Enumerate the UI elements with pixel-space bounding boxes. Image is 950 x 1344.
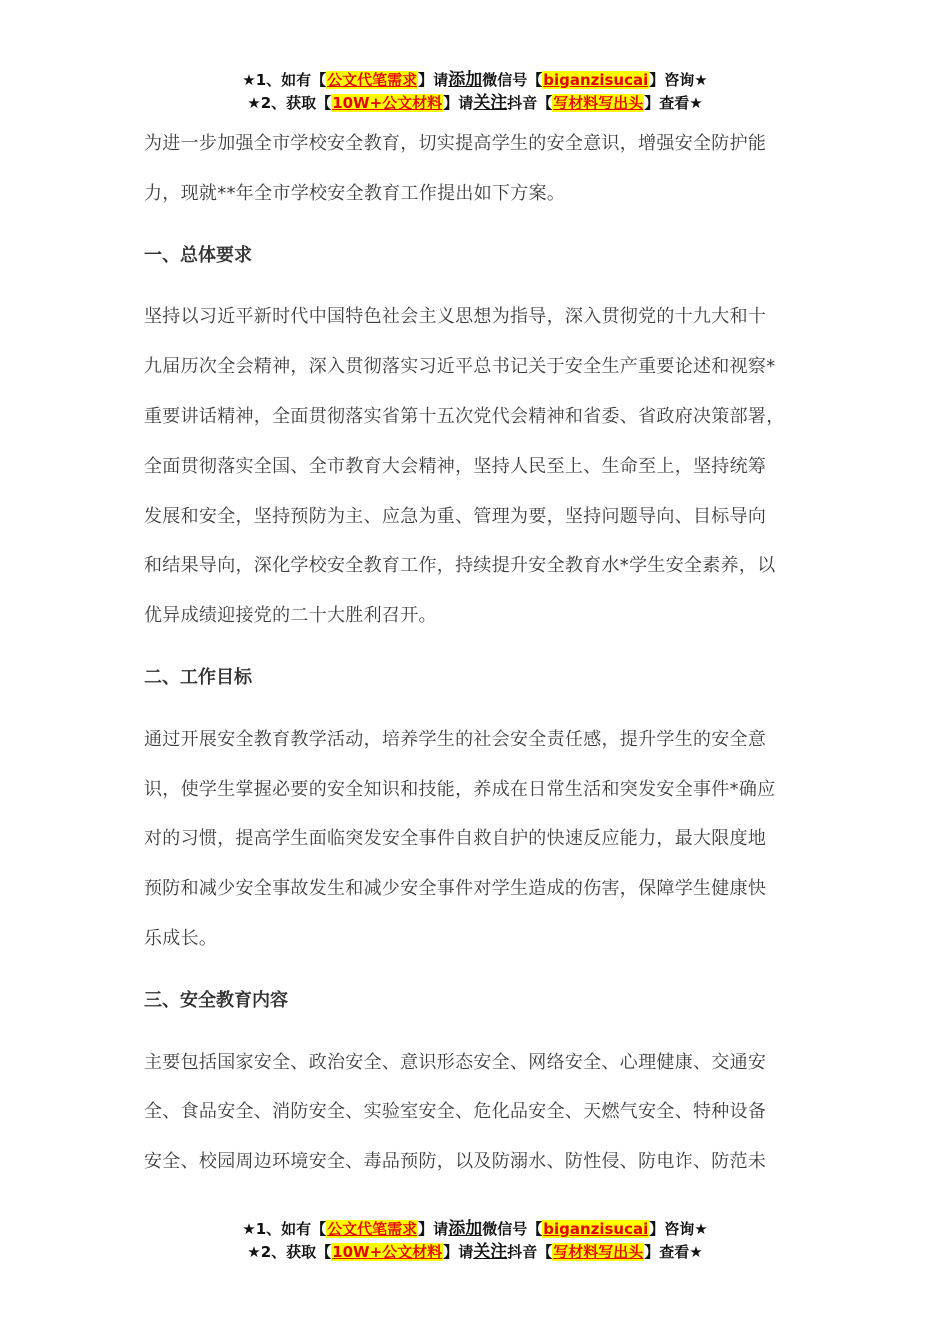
banner-highlight: 10W+公文材料 (332, 1243, 443, 1261)
banner-text: ★1、如有【 (242, 71, 327, 89)
banner-text: 】查看★ (644, 94, 703, 112)
banner-emphasis: 关注 (473, 93, 508, 113)
section-heading: 二、工作目标 (144, 666, 252, 688)
section-heading: 三、安全教育内容 (144, 989, 288, 1011)
banner-text: 】请 (443, 1243, 474, 1261)
document-body (144, 119, 816, 1187)
body-line: 对的习惯，提高学生面临突发安全事件自救自护的快速反应能力，最大限度地 (144, 828, 767, 850)
banner-text: 抖音【 (507, 94, 553, 112)
banner-text: 抖音【 (507, 1243, 553, 1261)
banner-text: 】查看★ (644, 1243, 703, 1261)
wechat-id-highlight: biganzisucai (543, 1220, 649, 1238)
body-line: 为进一步加强全市学校安全教育，切实提高学生的安全意识，增强安全防护能 (144, 133, 767, 154)
banner-text: ★2、获取【 (247, 94, 332, 112)
banner-text: ★1、如有【 (242, 1220, 327, 1238)
section-heading: 一、总体要求 (144, 244, 252, 266)
body-line: 发展和安全，坚持预防为主、应急为重、管理为要，坚持问题导向、目标导向 (144, 505, 767, 527)
banner-text: 】请 (443, 94, 474, 112)
banner-emphasis: 添加 (448, 1219, 483, 1239)
body-line: 全面贯彻落实全国、全市教育大会精神，坚持人民至上、生命至上，坚持统筹 (144, 455, 767, 477)
douyin-id-highlight: 写材料写出头 (553, 94, 644, 112)
banner-line-1 (0, 1218, 950, 1241)
banner-emphasis: 关注 (473, 1242, 508, 1262)
body-line: 力，现就**年全市学校安全教育工作提出如下方案。 (144, 182, 566, 204)
top-banner (0, 69, 950, 115)
body-line: 坚持以习近平新时代中国特色社会主义思想为指导，深入贯彻党的十九大和十 (144, 306, 767, 328)
body-line: 识，使学生掌握必要的安全知识和技能，养成在日常生活和突发安全事件*确应 (144, 778, 776, 800)
body-line: 预防和减少安全事故发生和减少安全事件对学生造成的伤害，保障学生健康快 (144, 878, 767, 900)
body-line: 通过开展安全教育教学活动，培养学生的社会安全责任感，提升学生的安全意 (144, 728, 767, 750)
banner-text: 】请 (418, 1220, 449, 1238)
banner-highlight: 10W+公文材料 (332, 94, 443, 112)
banner-line-2 (0, 1241, 950, 1264)
body-line: 九届历次全会精神，深入贯彻落实习近平总书记关于安全生产重要论述和视察* (144, 356, 776, 378)
douyin-id-highlight: 写材料写出头 (553, 1243, 644, 1261)
banner-highlight: 公文代笔需求 (327, 71, 418, 89)
banner-text: 】请 (418, 71, 449, 89)
banner-text: ★2、获取【 (247, 1243, 332, 1261)
banner-text: 微信号【 (482, 71, 543, 89)
banner-line-1 (0, 69, 950, 92)
banner-line-2 (0, 92, 950, 115)
banner-text: 】咨询★ (649, 71, 708, 89)
body-line: 优异成绩迎接党的二十大胜利召开。 (144, 605, 437, 627)
banner-text: 】咨询★ (649, 1220, 708, 1238)
body-line: 乐成长。 (144, 927, 218, 949)
body-line: 主要包括国家安全、政治安全、意识形态安全、网络安全、心理健康、交通安 (144, 1051, 767, 1073)
body-line: 和结果导向，深化学校安全教育工作，持续提升安全教育水*学生安全素养，以 (144, 555, 776, 577)
body-line: 安全、校园周边环境安全、毒品预防，以及防溺水、防性侵、防电诈、防范未 (144, 1151, 767, 1173)
wechat-id-highlight: biganzisucai (543, 71, 649, 89)
body-line: 全、食品安全、消防安全、实验室安全、危化品安全、天燃气安全、特种设备 (144, 1101, 767, 1123)
body-line: 重要讲话精神，全面贯彻落实省第十五次党代会精神和省委、省政府决策部署， (144, 405, 785, 427)
banner-highlight: 公文代笔需求 (327, 1220, 418, 1238)
bottom-banner (0, 1218, 950, 1264)
banner-text: 微信号【 (482, 1220, 543, 1238)
banner-emphasis: 添加 (448, 70, 483, 90)
